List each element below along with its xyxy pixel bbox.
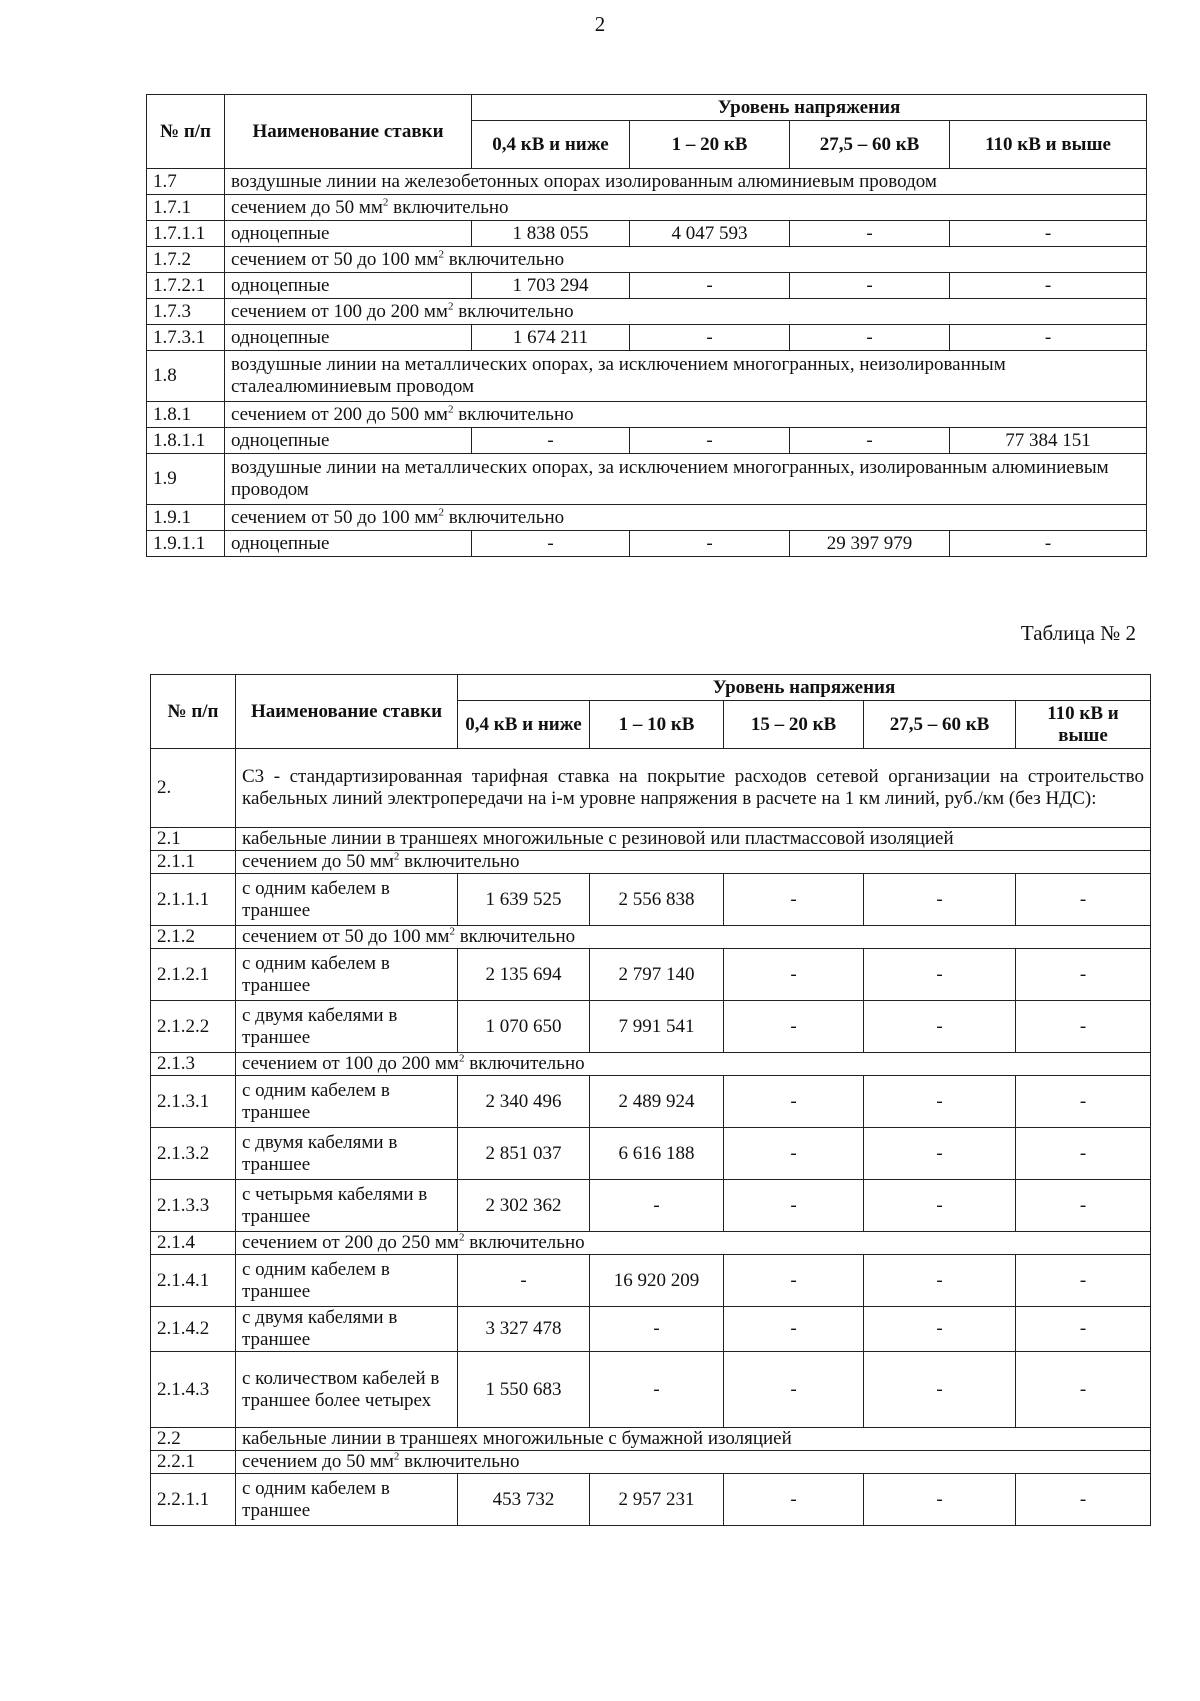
rate-value: -: [1016, 1128, 1151, 1180]
rate-value: 29 397 979: [790, 531, 950, 557]
section-title: С3 - стандартизированная тарифная ставка на покрытие расходов сетевой организации на строительство кабельных линий электропередачи на i-м уровне напряжения в расчете на 1 км линий, руб./км (без НДС):: [236, 749, 1151, 828]
table-row: [151, 1001, 1151, 1053]
rate-value: 453 732: [458, 1474, 590, 1526]
section-title: воздушные линии на железобетонных опорах изолированным алюминиевым проводом: [225, 169, 1147, 195]
row-number: 1.8.1: [147, 402, 225, 428]
unit-superscript: 2: [393, 1450, 400, 1463]
rate-value: -: [630, 428, 790, 454]
row-number: 2.: [151, 749, 236, 828]
section-title-text: сечением до 50 мм: [231, 196, 383, 218]
section-title: [225, 195, 1147, 221]
rate-value: -: [950, 325, 1147, 351]
row-number: 2.1.4.3: [151, 1352, 236, 1428]
row-number: 1.8.1.1: [147, 428, 225, 454]
rate-value: -: [1016, 949, 1151, 1001]
rate-name: одноцепные: [225, 531, 472, 557]
row-number: 2.2.1.1: [151, 1474, 236, 1526]
row-number: 1.8: [147, 351, 225, 402]
section-title-suffix: включительно: [453, 300, 574, 322]
rate-value: -: [724, 1180, 864, 1232]
table-row: [151, 949, 1151, 1001]
header-voltage-level: Уровень напряжения: [472, 95, 1147, 121]
table-row: [147, 531, 1147, 557]
table-row: [147, 195, 1147, 221]
unit-superscript: 2: [449, 925, 455, 938]
section-title-text: сечением от 100 до 200 мм: [242, 1053, 459, 1074]
table-row: [147, 169, 1147, 195]
section-title: [225, 247, 1147, 273]
rate-value: 2 957 231: [590, 1474, 724, 1526]
rate-value: 1 070 650: [458, 1001, 590, 1053]
table-row: [147, 325, 1147, 351]
rate-value: -: [724, 949, 864, 1001]
header-level-0: 0,4 кВ и ниже: [458, 701, 590, 749]
rate-value: -: [472, 531, 630, 557]
section-title: [236, 926, 1151, 949]
rate-value: -: [950, 221, 1147, 247]
unit-superscript: 2: [458, 1052, 465, 1065]
unit-superscript: 2: [393, 850, 400, 863]
rate-value: -: [590, 1180, 724, 1232]
table-row: [151, 1053, 1151, 1076]
rate-value: -: [864, 1001, 1016, 1053]
table1-body: [147, 169, 1147, 557]
table-row: [147, 428, 1147, 454]
rate-value: -: [864, 874, 1016, 926]
table-row: [147, 273, 1147, 299]
row-number: 1.7: [147, 169, 225, 195]
rate-value: 7 991 541: [590, 1001, 724, 1053]
rate-value: -: [590, 1352, 724, 1428]
header-name: Наименование ставки: [225, 95, 472, 169]
row-number: 1.9.1: [147, 505, 225, 531]
unit-superscript: 2: [447, 300, 454, 313]
rate-value: -: [950, 531, 1147, 557]
table-row: [147, 351, 1147, 402]
section-title: воздушные линии на металлических опорах, за исключением многогранных, изолированным алюминиевым проводом: [225, 454, 1147, 505]
section-title-suffix: включительно: [399, 851, 520, 872]
section-title-suffix: включительно: [388, 196, 509, 218]
header-level-3: 27,5 – 60 кВ: [864, 701, 1016, 749]
row-number: 2.1.4.1: [151, 1255, 236, 1307]
section-title: [236, 1232, 1151, 1255]
rate-value: -: [864, 1352, 1016, 1428]
section-title: кабельные линии в траншеях многожильные с бумажной изоляцией: [236, 1428, 1151, 1451]
row-number: 2.1.1: [151, 851, 236, 874]
table-row: [151, 749, 1151, 828]
rate-value: 1 639 525: [458, 874, 590, 926]
rate-value: -: [724, 1474, 864, 1526]
header-num: № п/п: [151, 675, 236, 749]
table-row: [151, 1474, 1151, 1526]
row-number: 2.2.1: [151, 1451, 236, 1474]
header-level-1: 1 – 10 кВ: [590, 701, 724, 749]
rate-name: с одним кабелем в траншее: [236, 1474, 458, 1526]
table-row: [147, 454, 1147, 505]
section-title: [225, 505, 1147, 531]
section-title-text: сечением от 200 до 500 мм: [231, 403, 448, 425]
rate-value: 1 550 683: [458, 1352, 590, 1428]
section-title-suffix: включительно: [454, 926, 576, 947]
section-title-text: сечением от 50 до 100 мм: [231, 506, 439, 528]
rate-value: -: [864, 1255, 1016, 1307]
rate-value: 2 489 924: [590, 1076, 724, 1128]
section-title: воздушные линии на металлических опорах, за исключением многогранных, неизолированным сталеалюминиевым проводом: [225, 351, 1147, 402]
header-num: № п/п: [147, 95, 225, 169]
section-title-text: сечением от 50 до 100 мм: [231, 248, 439, 270]
section-title-text: сечением до 50 мм: [242, 851, 394, 872]
row-number: 2.1.4.2: [151, 1307, 236, 1352]
rate-value: -: [950, 273, 1147, 299]
table-row: [151, 1180, 1151, 1232]
rate-value: -: [864, 1474, 1016, 1526]
section-title: [225, 299, 1147, 325]
table-row: [147, 505, 1147, 531]
row-number: 2.1.3.2: [151, 1128, 236, 1180]
rate-value: 1 838 055: [472, 221, 630, 247]
row-number: 2.2: [151, 1428, 236, 1451]
page-number: 2: [594, 12, 606, 36]
rate-value: -: [864, 1076, 1016, 1128]
unit-superscript: 2: [438, 248, 444, 261]
table-row: [151, 828, 1151, 851]
rate-value: -: [630, 273, 790, 299]
rate-value: -: [864, 949, 1016, 1001]
row-number: 2.1.2: [151, 926, 236, 949]
rate-value: -: [790, 428, 950, 454]
rate-name: с одним кабелем в траншее: [236, 1255, 458, 1307]
table-row: [147, 402, 1147, 428]
row-number: 2.1.2.1: [151, 949, 236, 1001]
rate-name: с двумя кабелями в траншее: [236, 1001, 458, 1053]
rate-value: -: [1016, 874, 1151, 926]
rate-name: одноцепные: [225, 428, 472, 454]
section-title: [236, 1451, 1151, 1474]
rate-value: -: [630, 325, 790, 351]
rate-value: -: [724, 1255, 864, 1307]
row-number: 1.7.3.1: [147, 325, 225, 351]
table-row: [151, 1232, 1151, 1255]
rate-value: 2 797 140: [590, 949, 724, 1001]
rate-value: -: [1016, 1307, 1151, 1352]
rate-value: -: [724, 874, 864, 926]
rate-value: -: [864, 1128, 1016, 1180]
section-title: [225, 402, 1147, 428]
rate-value: -: [1016, 1180, 1151, 1232]
rate-value: -: [590, 1307, 724, 1352]
rate-name: с одним кабелем в траншее: [236, 1076, 458, 1128]
table-row: [151, 1352, 1151, 1428]
header-level-2: 15 – 20 кВ: [724, 701, 864, 749]
row-number: 1.7.1.1: [147, 221, 225, 247]
table-row: [151, 1128, 1151, 1180]
row-number: 2.1.2.2: [151, 1001, 236, 1053]
section-title: кабельные линии в траншеях многожильные с резиновой или пластмассовой изоляцией: [236, 828, 1151, 851]
unit-superscript: 2: [447, 403, 454, 416]
rate-value: -: [1016, 1352, 1151, 1428]
table-row: [147, 247, 1147, 273]
table2-body: [151, 749, 1151, 1526]
header-level-1: 1 – 20 кВ: [630, 121, 790, 169]
rate-value: -: [1016, 1076, 1151, 1128]
rate-value: -: [724, 1352, 864, 1428]
table-row: [151, 1451, 1151, 1474]
row-number: 1.9.1.1: [147, 531, 225, 557]
rate-value: -: [724, 1307, 864, 1352]
section-title-text: сечением от 100 до 200 мм: [231, 300, 448, 322]
header-level-2: 27,5 – 60 кВ: [790, 121, 950, 169]
section-title-text: сечением от 50 до 100 мм: [242, 926, 450, 947]
rate-name: одноцепные: [225, 325, 472, 351]
rate-value: -: [864, 1307, 1016, 1352]
section-title-text: сечением от 200 до 250 мм: [242, 1232, 459, 1253]
table-caption: Таблица № 2: [1020, 621, 1136, 645]
section-title-suffix: включительно: [443, 506, 565, 528]
header-level-3: 110 кВ и выше: [950, 121, 1147, 169]
section-title-text: сечением до 50 мм: [242, 1451, 394, 1472]
rate-value: 1 674 211: [472, 325, 630, 351]
row-number: 2.1: [151, 828, 236, 851]
rate-value: -: [790, 221, 950, 247]
rate-value: 4 047 593: [630, 221, 790, 247]
rate-value: -: [790, 273, 950, 299]
row-number: 2.1.1.1: [151, 874, 236, 926]
header-name: Наименование ставки: [236, 675, 458, 749]
section-title-suffix: включительно: [464, 1053, 585, 1074]
rate-value: 2 340 496: [458, 1076, 590, 1128]
rate-name: одноцепные: [225, 221, 472, 247]
section-title-suffix: включительно: [399, 1451, 520, 1472]
row-number: 1.7.3: [147, 299, 225, 325]
rate-name: с четырьмя кабелями в траншее: [236, 1180, 458, 1232]
section-title: [236, 851, 1151, 874]
table-row: [151, 1255, 1151, 1307]
rate-value: 2 135 694: [458, 949, 590, 1001]
table-row: [151, 851, 1151, 874]
row-number: 2.1.3: [151, 1053, 236, 1076]
rate-name: одноцепные: [225, 273, 472, 299]
rate-value: -: [724, 1128, 864, 1180]
row-number: 2.1.3.3: [151, 1180, 236, 1232]
rate-value: -: [1016, 1001, 1151, 1053]
row-number: 1.7.1: [147, 195, 225, 221]
table-row: [151, 1428, 1151, 1451]
tariff-table-1: [146, 94, 1147, 557]
unit-superscript: 2: [438, 506, 444, 519]
section-title-suffix: включительно: [443, 248, 565, 270]
rate-value: 77 384 151: [950, 428, 1147, 454]
row-number: 1.9: [147, 454, 225, 505]
rate-value: 16 920 209: [590, 1255, 724, 1307]
tariff-table-2: [150, 674, 1151, 1526]
header-level-4: 110 кВ и выше: [1016, 701, 1151, 749]
rate-value: 3 327 478: [458, 1307, 590, 1352]
row-number: 2.1.3.1: [151, 1076, 236, 1128]
rate-value: 1 703 294: [472, 273, 630, 299]
rate-name: с одним кабелем в траншее: [236, 949, 458, 1001]
unit-superscript: 2: [382, 196, 389, 209]
table-row: [151, 1076, 1151, 1128]
rate-value: -: [1016, 1474, 1151, 1526]
header-voltage-level: Уровень напряжения: [458, 675, 1151, 701]
table-row: [147, 299, 1147, 325]
unit-superscript: 2: [458, 1231, 465, 1244]
section-title: [236, 1053, 1151, 1076]
rate-value: -: [472, 428, 630, 454]
table-row: [151, 926, 1151, 949]
rate-value: -: [724, 1076, 864, 1128]
table-row: [151, 1307, 1151, 1352]
rate-value: -: [864, 1180, 1016, 1232]
rate-value: -: [724, 1001, 864, 1053]
rate-value: -: [790, 325, 950, 351]
rate-value: 2 851 037: [458, 1128, 590, 1180]
rate-value: -: [630, 531, 790, 557]
rate-name: с одним кабелем в траншее: [236, 874, 458, 926]
rate-name: с двумя кабелями в траншее: [236, 1128, 458, 1180]
row-number: 1.7.2.1: [147, 273, 225, 299]
rate-value: -: [1016, 1255, 1151, 1307]
rate-value: 2 302 362: [458, 1180, 590, 1232]
rate-value: 6 616 188: [590, 1128, 724, 1180]
header-level-0: 0,4 кВ и ниже: [472, 121, 630, 169]
table-row: [151, 874, 1151, 926]
rate-name: с двумя кабелями в траншее: [236, 1307, 458, 1352]
rate-value: -: [458, 1255, 590, 1307]
section-title-suffix: включительно: [453, 403, 574, 425]
section-title-suffix: включительно: [464, 1232, 585, 1253]
rate-value: 2 556 838: [590, 874, 724, 926]
row-number: 2.1.4: [151, 1232, 236, 1255]
row-number: 1.7.2: [147, 247, 225, 273]
rate-name: с количеством кабелей в траншее более четырех: [236, 1352, 458, 1428]
table-row: [147, 221, 1147, 247]
